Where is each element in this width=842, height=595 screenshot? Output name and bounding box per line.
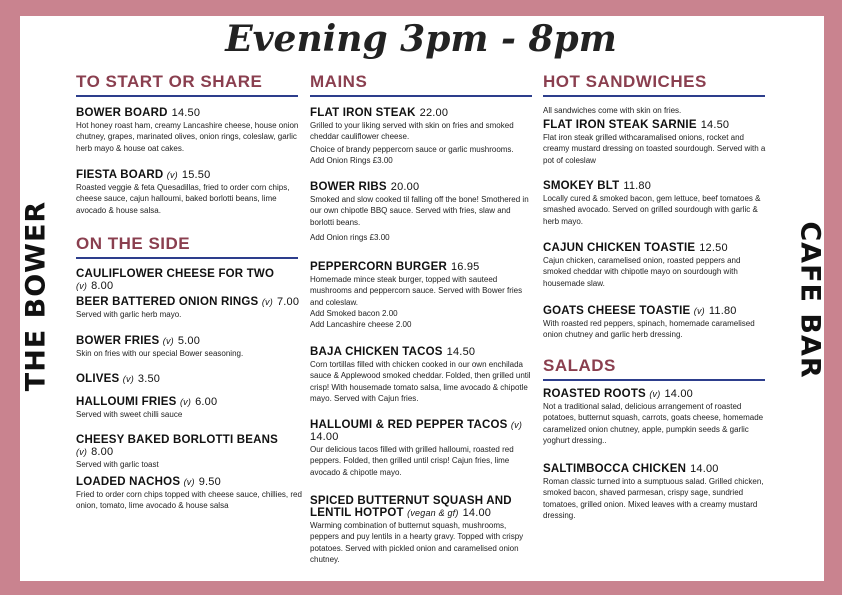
menu-item [310, 261, 534, 330]
item-extra: Add Lancashire cheese 2.00 [310, 320, 412, 330]
item-diet-tag: (v) [510, 420, 523, 430]
item-name: SALTIMBOCCA CHICKEN [543, 463, 687, 475]
section-heading-sandwiches: HOT SANDWICHES [543, 72, 765, 97]
brand-right: CAFE BAR [794, 221, 826, 379]
menu-item [76, 268, 302, 292]
item-diet-tag: (v) [162, 336, 174, 346]
menu-item [310, 181, 534, 243]
item-name: BOWER BOARD [76, 107, 168, 119]
item-description: Flat iron steak grilled withcaramalised onions, rocket and creamy mustard dressing on toasted sourdough. Served with a pot of coleslaw [543, 133, 766, 165]
item-name: SPICED BUTTERNUT SQUASH AND LENTIL HOTPOT [310, 495, 512, 519]
item-name: CAJUN CHICKEN TOASTIE [543, 242, 696, 254]
menu-title: Evening 3pm - 8pm [225, 18, 617, 60]
item-name: LOADED NACHOS [76, 476, 181, 488]
item-price: 14.00 [690, 463, 719, 475]
section-heading-salads: SALADS [543, 356, 765, 381]
item-description: Smoked and slow cooked til falling off the bone! Smothered in our own chipotle BBQ sauce. Served with fries, slaw and borlotti beans. [310, 195, 529, 227]
item-description: Served with garlic herb mayo. [76, 310, 182, 319]
menu-item [76, 169, 302, 216]
menu-item [76, 335, 302, 359]
menu-item [76, 434, 302, 470]
item-price: 9.50 [198, 476, 221, 488]
item-price: 22.00 [419, 107, 449, 119]
item-price: 16.95 [450, 261, 480, 273]
item-description: Fried to order corn chips topped with cheese sauce, chillies, red onion, tomato, lime avocado & house salsa [76, 490, 302, 511]
item-name: FLAT IRON STEAK [310, 107, 416, 119]
item-name: GOATS CHEESE TOASTIE [543, 305, 691, 317]
menu-item [76, 107, 302, 154]
item-name: OLIVES [76, 373, 120, 385]
section-heading-start: TO START OR SHARE [76, 72, 298, 97]
menu-item [543, 305, 767, 341]
menu-item [310, 107, 534, 166]
item-name: PEPPERCORN BURGER [310, 261, 447, 273]
item-description: With roasted red peppers, spinach, homemade caramelised onion chutney and garlic herb dressing. [543, 319, 755, 340]
item-diet-tag: (v) [179, 397, 192, 407]
item-price: 14.50 [171, 107, 201, 119]
item-description: Served with sweet chilli sauce [76, 410, 183, 419]
item-description: Skin on fries with our special Bower seasoning. [76, 349, 244, 358]
item-description: Not a traditional salad, delicious arrangement of roasted potatoes, butternut squash, carrots, goats cheese, homemade caramelized onion chutney, apple, pumpkin seeds & garlic yoghurt dressing.. [543, 402, 764, 445]
item-name: BAJA CHICKEN TACOS [310, 346, 443, 358]
item-price: 8.00 [91, 446, 114, 458]
item-price: 20.00 [390, 181, 420, 193]
item-diet-tag: (v) [183, 477, 195, 487]
item-name: BEER BATTERED ONION RINGS [76, 296, 259, 308]
item-name: SMOKEY BLT [543, 180, 620, 192]
item-price: 6.00 [195, 396, 218, 408]
item-extra: Choice of brandy peppercorn sauce or garlic mushrooms. [310, 144, 514, 154]
item-name: FIESTA BOARD [76, 169, 164, 181]
item-price: 15.50 [181, 169, 211, 181]
section-heading-mains: MAINS [310, 72, 532, 97]
item-name: HALLOUMI FRIES [76, 396, 177, 408]
item-name: HALLOUMI & RED PEPPER TACOS [310, 419, 508, 431]
item-price: 14.50 [700, 119, 730, 131]
item-name: CHEESY BAKED BORLOTTI BEANS [76, 434, 278, 446]
item-diet-tag: (vegan & gf) [407, 508, 459, 518]
item-diet-tag: (v) [76, 281, 88, 291]
item-name: BOWER FRIES [76, 335, 160, 347]
item-diet-tag: (v) [649, 389, 661, 399]
item-description: Hot honey roast ham, creamy Lancashire cheese, house onion chutney, grapes, marinated olives, onion rings, coleslaw, garlic herb mayo & house oat cakes. [76, 121, 299, 153]
menu-item [76, 396, 302, 420]
menu-item [543, 388, 767, 446]
item-name: BOWER RIBS [310, 181, 387, 193]
item-price: 8.00 [91, 280, 114, 292]
section-heading-side: ON THE SIDE [76, 234, 298, 259]
menu-item [543, 463, 767, 521]
item-price: 7.00 [276, 296, 300, 308]
item-price: 14.00 [462, 507, 492, 519]
item-description: Corn tortillas filled with chicken cooked in our own enchilada sauce & Applewood smoked cheddar. Folded, then grilled until crisp! With housemade tomato salsa, lime avocado & chipotle mayo. Served with Cajun fries. [310, 360, 531, 403]
item-extra: Add Onion rings £3.00 [310, 232, 390, 242]
item-price: 3.50 [137, 373, 161, 385]
item-description: Homemade mince steak burger, topped with sauteed mushrooms and peppercorn sauce. Served with Bower fries and coleslaw. [310, 275, 523, 307]
item-name: FLAT IRON STEAK SARNIE [543, 119, 697, 131]
menu-item [76, 476, 302, 512]
menu-item [76, 296, 302, 320]
item-diet-tag: (v) [693, 306, 705, 316]
item-description: Served with garlic toast [76, 460, 159, 469]
item-diet-tag: (v) [261, 297, 273, 307]
item-description: Roasted veggie & feta Quesadillas, fried to order corn chips, cheese sauce, cajun halloumi, baked borlotti beans, lime avocado & house salsa. [76, 183, 290, 215]
item-price: 14.00 [310, 431, 339, 443]
item-price: 11.80 [623, 180, 652, 192]
item-description: Roman classic turned into a sumptuous salad. Grilled chicken, smoked bacon, shaved parmesan, crispy sage, sundried tomatoes, grilled onion. Mixed leaves with a creamy mustard dressing. [543, 477, 764, 520]
brand-left: THE BOWER [20, 200, 52, 392]
sandwich-note: All sandwiches come with skin on fries. [543, 106, 682, 115]
menu-item [543, 119, 767, 166]
menu-item [310, 495, 534, 565]
item-price: 14.50 [446, 346, 476, 358]
item-description: Warming combination of butternut squash, mushrooms, peppers and puy lentils in a hearty gravy. Topped with crispy potatoes. Served with pickled onion and caramelised onion chutney. [310, 521, 524, 564]
item-price: 5.00 [177, 335, 201, 347]
item-price: 12.50 [699, 242, 728, 254]
menu-item [76, 373, 302, 385]
item-diet-tag: (v) [122, 374, 134, 384]
item-diet-tag: (v) [166, 170, 178, 180]
item-description: Our delicious tacos filled with grilled halloumi, roasted red peppers. Folded, then grilled until crisp! Cajun fries, lime avocado & chipotle mayo. [310, 445, 514, 477]
menu-item [543, 180, 767, 227]
item-price: 11.80 [708, 305, 737, 317]
item-description: Grilled to your liking served with skin on fries and smoked cheddar cauliflower cheese. [310, 121, 514, 142]
menu-item [310, 419, 534, 478]
item-diet-tag: (v) [76, 447, 88, 457]
menu-item [543, 242, 767, 289]
item-description: Cajun chicken, caramelised onion, roasted peppers and smoked cheddar with chipotle mayo on sourdough with housemade slaw. [543, 256, 741, 288]
item-name: ROASTED ROOTS [543, 388, 646, 400]
item-extra: Add Onion Rings £3.00 [310, 155, 393, 165]
item-name: CAULIFLOWER CHEESE FOR TWO [76, 268, 275, 280]
item-price: 14.00 [664, 388, 693, 400]
item-description: Locally cured & smoked bacon, gem lettuce, beef tomatoes & smashed avocado. Served on grilled sourdough with garlic & herb mayo. [543, 194, 761, 226]
menu-item [310, 346, 534, 404]
item-extra: Add Smoked bacon 2.00 [310, 308, 398, 318]
